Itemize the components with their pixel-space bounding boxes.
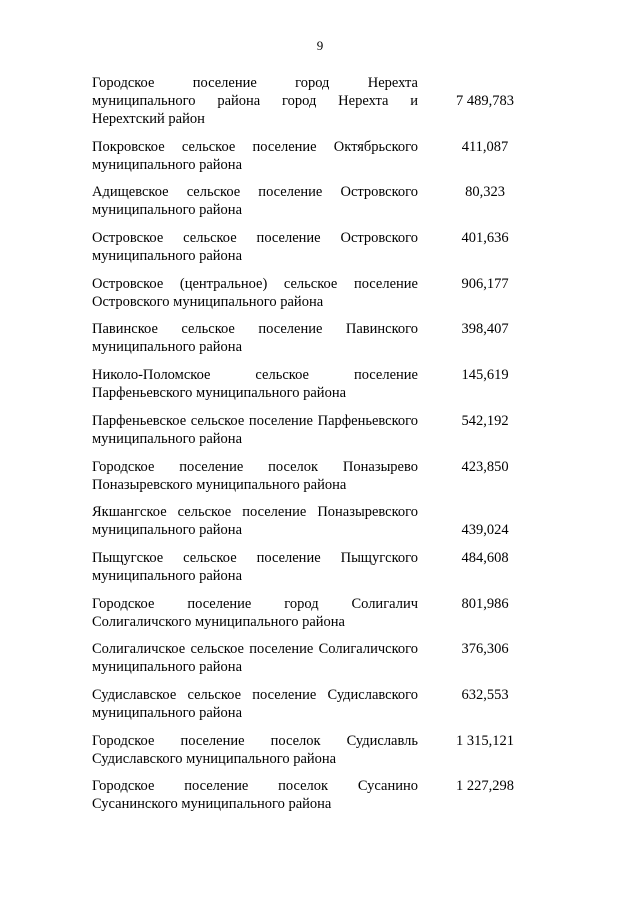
- table-row: [92, 732, 552, 768]
- settlement-name: Городское поселение поселок Сусанино Сусанинского муниципального района: [92, 778, 418, 813]
- settlement-name: Павинское сельское поселение Павинского муниципального района: [92, 321, 418, 356]
- table-row: [92, 549, 552, 585]
- amount-value: 376,306: [461, 641, 509, 658]
- amount-value: 1 315,121: [456, 732, 514, 749]
- amount-value: 145,619: [461, 367, 509, 384]
- settlement-name: Судиславское сельское поселение Судиславского муниципального района: [92, 686, 418, 721]
- table-row: [92, 366, 552, 402]
- amount-value: 423,850: [461, 458, 509, 475]
- amount-value: 801,986: [461, 595, 509, 612]
- amount-value: 906,177: [461, 275, 509, 292]
- table-row: [92, 74, 552, 128]
- table-row: [92, 138, 552, 174]
- table-row: [92, 320, 552, 356]
- settlement-name: Городское поселение город Нерехта муниципального района город Нерехта и Нерехтский район: [92, 75, 418, 127]
- amount-value: 484,608: [461, 549, 509, 566]
- amount-value: 80,323: [465, 184, 505, 201]
- settlement-name: Парфеньевское сельское поселение Парфеньевского муниципального района: [92, 412, 418, 447]
- settlement-name: Городское поселение поселок Поназырево Поназыревского муниципального района: [92, 458, 418, 493]
- page-number: 9: [316, 38, 324, 53]
- amount-value: 401,636: [461, 230, 509, 247]
- settlement-name: Пыщугское сельское поселение Пыщугского муниципального района: [92, 549, 418, 584]
- settlement-name: Адищевское сельское поселение Островского муниципального района: [92, 184, 418, 219]
- table-row: [92, 640, 552, 676]
- settlement-name: Покровское сельское поселение Октябрьского муниципального района: [92, 138, 418, 173]
- settlement-name: Николо-Поломское сельское поселение Парфеньевского муниципального района: [92, 367, 418, 402]
- table-row: [92, 777, 552, 813]
- settlement-name: Городское поселение поселок Судиславль Судиславского муниципального района: [92, 732, 418, 767]
- table-row: [92, 412, 552, 448]
- table-row: [92, 503, 552, 539]
- settlement-name: Якшангское сельское поселение Поназыревского муниципального района: [92, 504, 418, 539]
- settlement-name: Городское поселение город Солигалич Солигаличского муниципального района: [92, 595, 418, 630]
- table-row: [92, 229, 552, 265]
- settlement-name: Островское (центральное) сельское поселение Островского муниципального района: [92, 275, 418, 310]
- table-row: [92, 595, 552, 631]
- amount-value: 7 489,783: [456, 93, 514, 109]
- amount-value: 632,553: [461, 686, 509, 703]
- table-row: [92, 458, 552, 494]
- settlement-name: Солигаличское сельское поселение Солигаличского муниципального района: [92, 641, 418, 676]
- amount-value: 439,024: [461, 522, 509, 539]
- table-row: [92, 183, 552, 219]
- amount-value: 411,087: [461, 138, 509, 155]
- settlement-name: Островское сельское поселение Островского муниципального района: [92, 230, 418, 265]
- amount-value: 1 227,298: [456, 778, 514, 795]
- settlements-table: [92, 74, 552, 823]
- table-row: [92, 275, 552, 311]
- table-row: [92, 686, 552, 722]
- amount-value: 542,192: [461, 412, 509, 429]
- amount-value: 398,407: [461, 321, 509, 338]
